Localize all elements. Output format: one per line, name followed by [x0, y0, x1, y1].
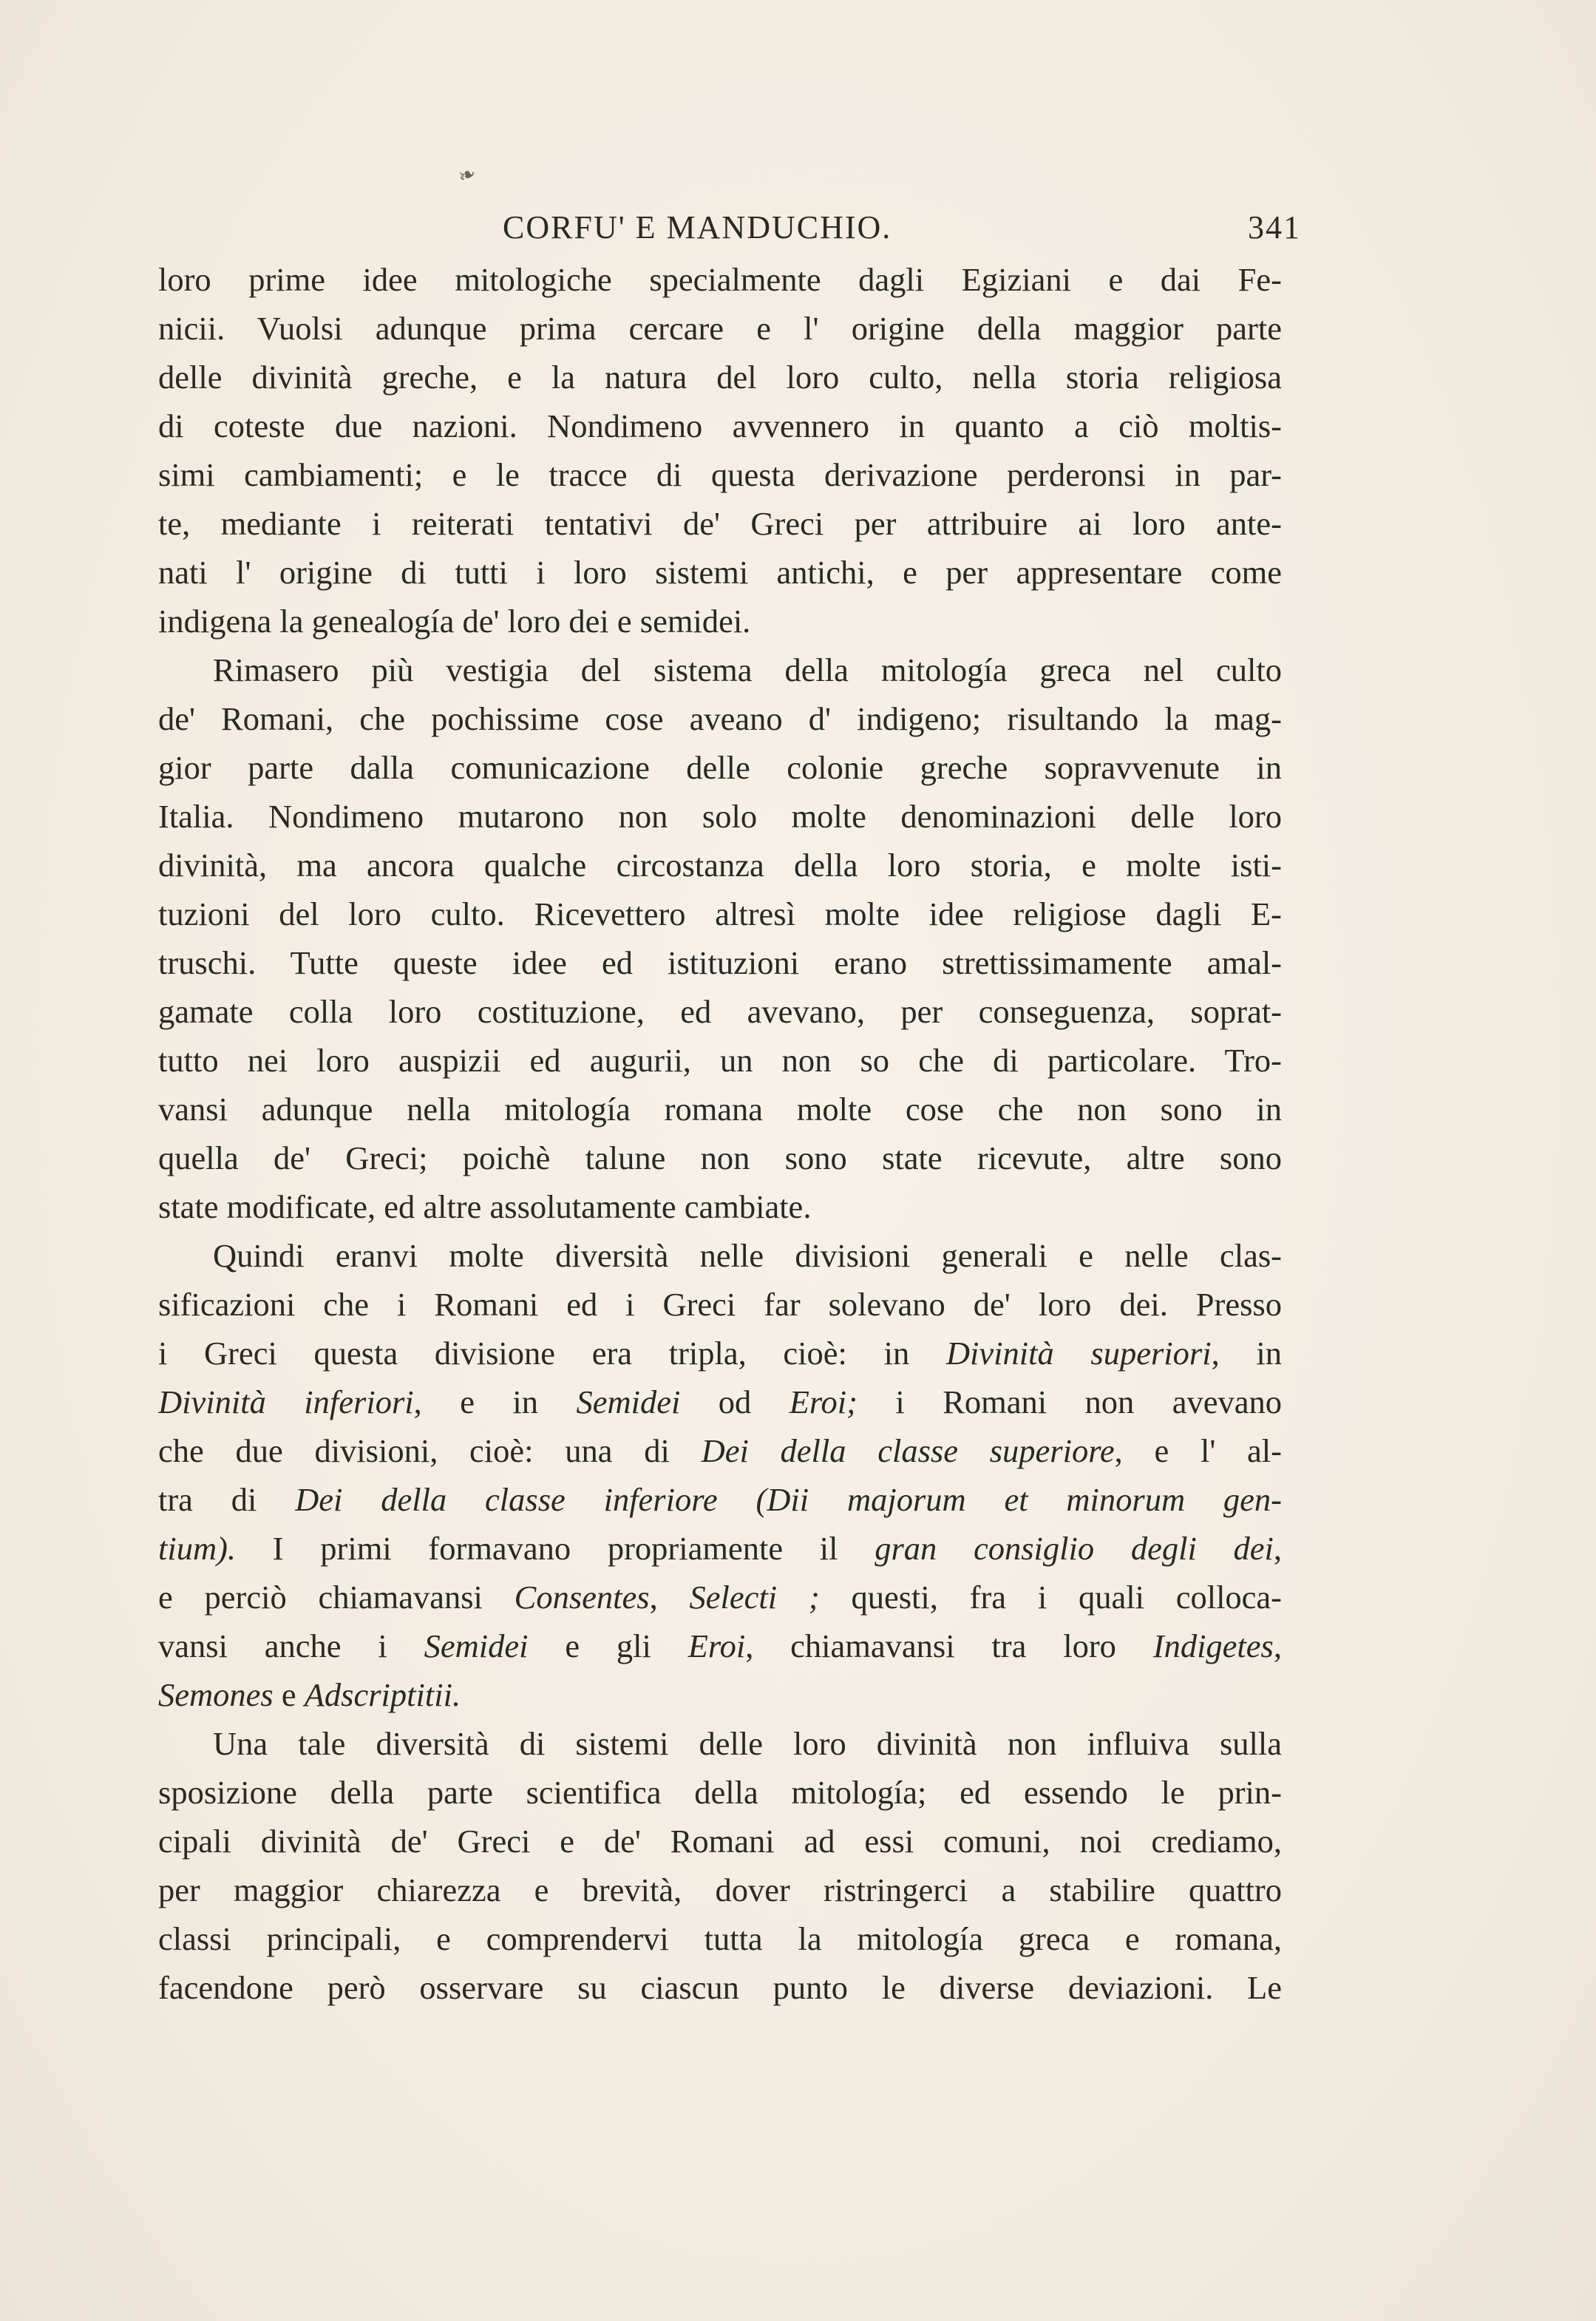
text-line: Rimasero più vestigia del sistema della mitología greca nel culto	[213, 651, 1282, 688]
text-line: gior parte dalla comunicazione delle colonie greche sopravvenute in	[158, 749, 1282, 786]
italic-term: Semidei	[424, 1627, 529, 1664]
text-line: indigena la genealogía de' loro dei e semidei.	[158, 603, 751, 640]
text-line	[158, 1475, 1282, 1524]
text-line: cipali divinità de' Greci e de' Romani ad essi comuni, noi crediamo,	[158, 1823, 1282, 1860]
text-segment: vansi anche i	[158, 1627, 424, 1664]
text-line: tuzioni del loro culto. Ricevettero altresì molte idee religiose dagli E-	[158, 895, 1282, 932]
text-segment: ,	[649, 1579, 690, 1616]
italic-term: Divinità inferiori	[158, 1383, 414, 1420]
text-segment: che due divisioni, cioè: una di	[158, 1432, 702, 1469]
text-segment: od	[680, 1383, 789, 1420]
text-line: nati l' origine di tutti i loro sistemi antichi, e per appresentare come	[158, 554, 1282, 591]
text-segment: tra di	[158, 1481, 296, 1518]
italic-term: Semones	[158, 1676, 274, 1713]
text-line: simi cambiamenti; e le tracce di questa derivazione perderonsi in par-	[158, 456, 1282, 493]
text-line	[158, 1670, 1282, 1719]
running-head: CORFU' E MANDUCHIO.	[503, 209, 892, 245]
text-line: de' Romani, che pochissime cose aveano d' indigeno; risultando la mag-	[158, 700, 1282, 737]
text-segment: i Romani non avevano	[857, 1383, 1282, 1420]
text-line: tutto nei loro auspizii ed augurii, un non so che di particolare. Tro-	[158, 1042, 1282, 1079]
italic-term: Consentes	[514, 1579, 650, 1616]
italic-term: Indigetes	[1152, 1627, 1274, 1664]
italic-term: Adscriptitii.	[304, 1676, 461, 1713]
text-segment: ,	[1273, 1627, 1282, 1664]
text-segment: , e l' al-	[1114, 1432, 1282, 1469]
text-segment: e	[273, 1676, 305, 1713]
text-line: nicii. Vuolsi adunque prima cercare e l' origine della maggior parte	[158, 310, 1282, 347]
text-line: vansi adunque nella mitología romana molte cose che non sono in	[158, 1091, 1282, 1128]
text-line: di coteste due nazioni. Nondimeno avvennero in quanto a ciò moltis-	[158, 407, 1282, 444]
text-line	[158, 1329, 1282, 1378]
text-segment: , in	[1211, 1335, 1282, 1372]
text-line: Italia. Nondimeno mutarono non solo molte denominazioni delle loro	[158, 798, 1282, 835]
italic-term: Eroi	[687, 1627, 746, 1664]
text-line: truschi. Tutte queste idee ed istituzioni erano strettissimamente amal-	[158, 944, 1282, 981]
text-segment: i Greci questa divisione era tripla, cioè: in	[158, 1335, 946, 1372]
text-line	[158, 1426, 1282, 1475]
text-line	[158, 1573, 1282, 1622]
text-line: classi principali, e comprendervi tutta la mitología greca e romana,	[158, 1920, 1282, 1957]
italic-term: gran consiglio degli dei	[875, 1530, 1274, 1567]
text-line: sposizione della parte scientifica della mitología; ed essendo le prin-	[158, 1774, 1282, 1811]
text-line: per maggior chiarezza e brevità, dover ristringerci a stabilire quattro	[158, 1871, 1282, 1908]
text-line: loro prime idee mitologiche specialmente dagli Egiziani e dai Fe-	[158, 261, 1282, 298]
text-line	[158, 1622, 1282, 1670]
italic-term: Semidei	[576, 1383, 681, 1420]
text-line: gamate colla loro costituzione, ed avevano, per conseguenza, soprat-	[158, 993, 1282, 1030]
italic-term: Divinità superiori	[945, 1335, 1212, 1372]
text-segment: I primi formavano propriamente il	[236, 1530, 875, 1567]
text-line	[158, 1524, 1282, 1573]
text-line: quella de' Greci; poichè talune non sono state ricevute, altre sono	[158, 1139, 1282, 1176]
text-line	[158, 1378, 1282, 1426]
text-segment: e gli	[528, 1627, 688, 1664]
text-line: delle divinità greche, e la natura del loro culto, nella storia religiosa	[158, 359, 1282, 396]
text-segment: questi, fra i quali colloca-	[819, 1579, 1282, 1616]
body-text	[158, 255, 1282, 2012]
italic-term: Dei della classe superiore	[701, 1432, 1115, 1469]
text-line: state modificate, ed altre assolutamente cambiate.	[158, 1188, 812, 1225]
italic-term: Eroi;	[789, 1383, 858, 1420]
text-line: Quindi eranvi molte diversità nelle divisioni generali e nelle clas-	[213, 1237, 1282, 1274]
text-segment: , chiamavansi tra loro	[745, 1627, 1153, 1664]
text-segment: ,	[1273, 1530, 1282, 1567]
italic-term: Dei della classe inferiore (Dii majorum et minorum gen-	[295, 1481, 1282, 1518]
text-segment: e perciò chiamavansi	[158, 1579, 515, 1616]
text-line: facendone però osservare su ciascun punto le diverse deviazioni. Le	[158, 1969, 1282, 2006]
text-line: sificazioni che i Romani ed i Greci far solevano de' loro dei. Presso	[158, 1286, 1282, 1323]
page-number: 341	[1248, 209, 1301, 245]
italic-term: Selecti ;	[689, 1579, 820, 1616]
italic-term: tium).	[158, 1530, 237, 1567]
page-header	[503, 209, 1301, 253]
text-line: Una tale diversità di sistemi delle loro divinità non influiva sulla	[213, 1725, 1282, 1762]
text-segment: , e in	[413, 1383, 577, 1420]
text-line: te, mediante i reiterati tentativi de' Greci per attribuire ai loro ante-	[158, 505, 1282, 542]
text-line: divinità, ma ancora qualche circostanza della loro storia, e molte isti-	[158, 847, 1282, 884]
ornament-mark: ❧	[455, 160, 480, 190]
